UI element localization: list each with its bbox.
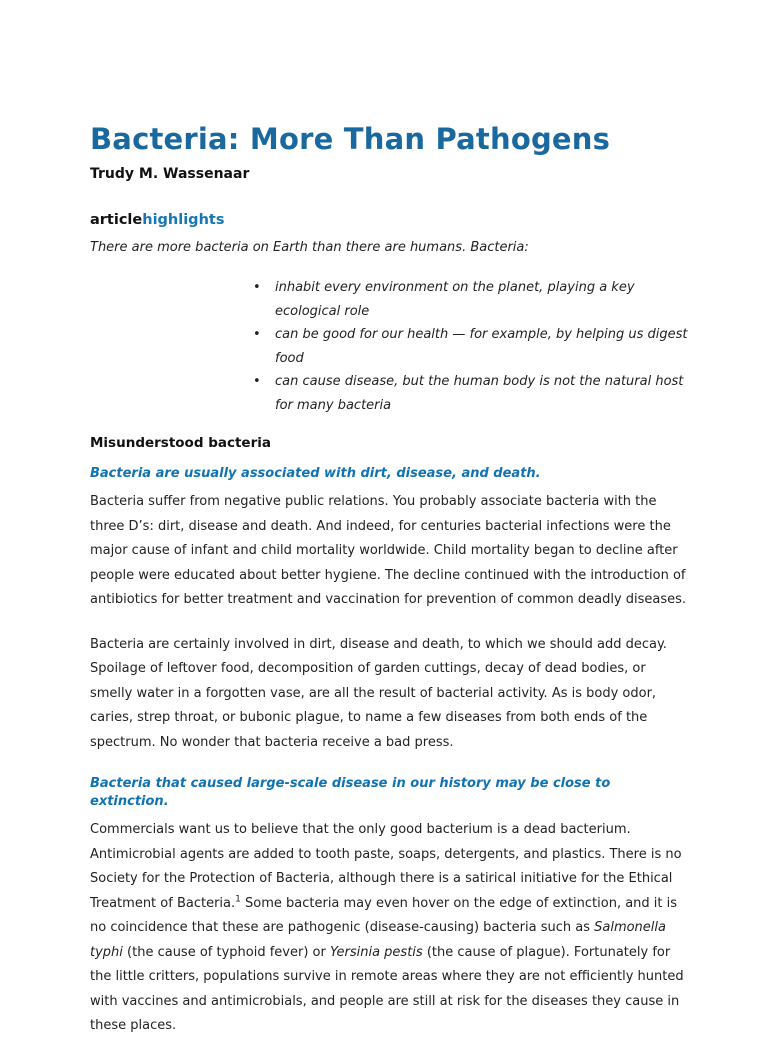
bullet-icon: • (253, 280, 261, 295)
subheading-dirt-disease-death: Bacteria are usually associated with dirt, disease, and death. (90, 466, 541, 481)
section-heading-misunderstood-bacteria: Misunderstood bacteria (90, 435, 271, 451)
bullet-icon: • (253, 374, 261, 389)
bullet-text: can cause disease, but the human body is not the natural host for many bacteria (275, 374, 684, 413)
bullet-text: can be good for our health — for example, by helping us digest food (275, 327, 688, 366)
paragraph-dirt-disease-death-decay: Bacteria are certainly involved in dirt, disease and death, to which we should add decay. Spoilage of leftover food, decomposition of garden cuttings, decay of dead bodies, or smelly water in a forgotten vase, are all the result of bacterial activity. As is body odor, caries, strep throat, or bubonic plague, to name a few diseases from both ends of the spectrum. No wonder that bacteria receive a bad press. (90, 636, 667, 750)
paragraph-commercials-extinction: Commercials want us to believe that the only good bacterium is a dead bacterium. Antimicrobial agents are added to tooth paste, soaps, detergents, and plastics. There is no Society for the Protection of Bacteria, although there is a satirical initiative for the Ethical Treatment of Bacteria.$^1$ Some bacteria may even hover on the edge of extinction, and it is no coincidence that these are pathogenic (disease-causing) bacteria such as Salmonella typhi (the cause of typhoid fever) or Yersinia pestis (the cause of plague). Fortunately for the little critters, populations survive in remote areas where they are not efficiently hunted with vaccines and antimicrobials, and people are still at risk for the diseases they cause in these places. (90, 822, 684, 1033)
author-byline: Trudy M. Wassenaar (90, 166, 250, 182)
paragraph-negative-public-relations: Bacteria suffer from negative public relations. You probably associate bacteria with the three D’s: dirt, disease and death. And indeed, for centuries bacterial infections were the major cause of infant and child mortality worldwide. Child mortality began to decline after people were educated about better hygiene. The decline continued with the introduction of antibiotics for better treatment and vaccination for prevention of common deadly diseases. (90, 494, 687, 607)
highlights-intro: There are more bacteria on Earth than there are humans. Bacteria: (90, 240, 529, 255)
bullet-icon: • (253, 327, 261, 342)
highlights-bullet-list (90, 276, 688, 417)
page-title: Bacteria: More Than Pathogens (90, 122, 611, 156)
subheading-close-to-extinction: Bacteria that caused large-scale disease in our history may be close to extinction. (90, 776, 611, 809)
article-highlights-label (90, 212, 688, 228)
bullet-item (253, 276, 688, 323)
bullet-item (253, 370, 688, 417)
bullet-text: inhabit every environment on the planet, playing a key ecological role (275, 280, 635, 319)
article-highlights-label-highlights: highlights (142, 212, 225, 228)
bullet-item (253, 323, 688, 370)
article-highlights-label-article: article (90, 212, 143, 228)
